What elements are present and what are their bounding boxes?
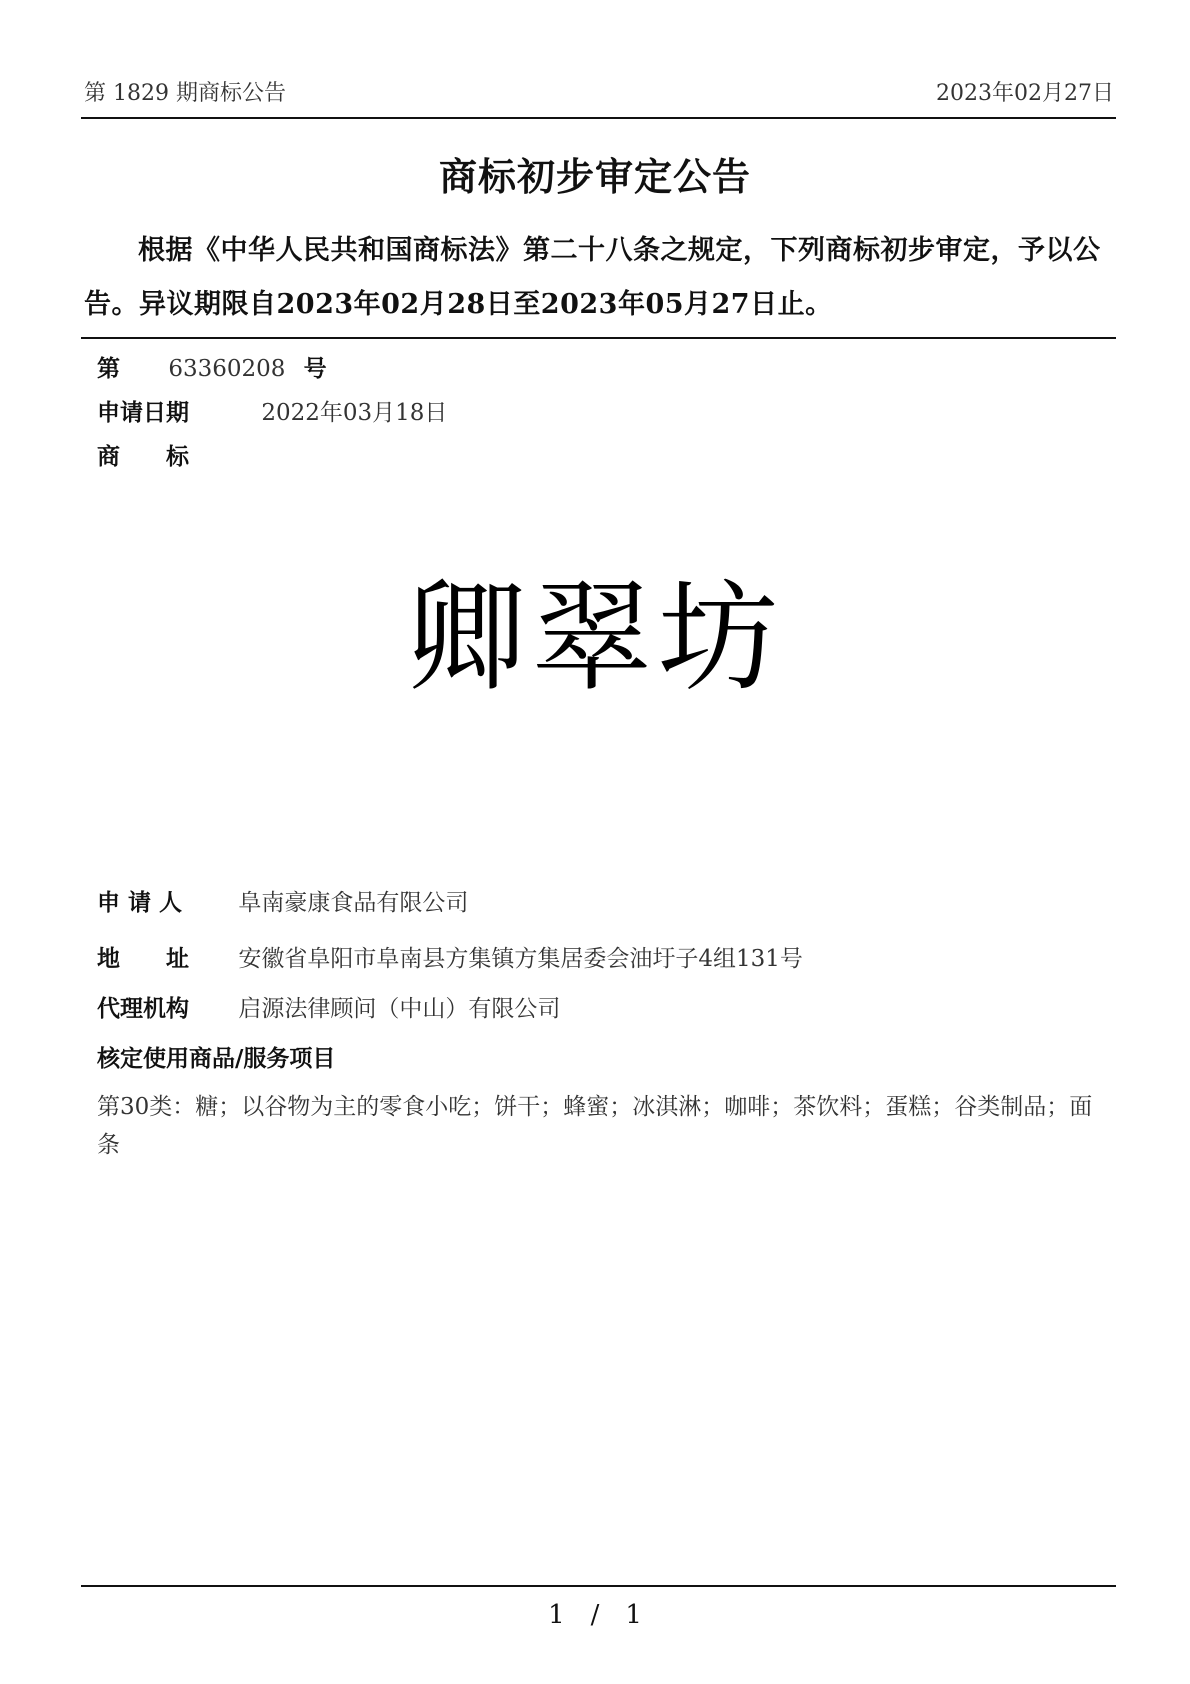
trademark-image: 卿翠坊 <box>406 569 784 708</box>
applicant-row <box>97 884 468 917</box>
footer-rule <box>81 1585 1116 1587</box>
registration-number-row <box>97 350 327 383</box>
page-header <box>84 76 1114 110</box>
page-title: 商标初步审定公告 <box>438 154 751 199</box>
goods-heading: 核定使用商品/服务项目 <box>97 1045 336 1072</box>
mark-label-row <box>97 438 189 471</box>
address-value: 安徽省阜阳市阜南县方集镇方集居委会油圩子4组131号 <box>238 946 803 972</box>
application-date-row <box>97 394 447 427</box>
address-row <box>97 940 803 973</box>
agent-row <box>97 990 560 1023</box>
agent-label: 代理机构 <box>97 995 189 1022</box>
application-date: 2022年03月18日 <box>261 400 448 426</box>
section-rule <box>81 337 1116 339</box>
applicant-label: 申 请 人 <box>97 889 183 916</box>
goods-list: 第30类：糖；以谷物为主的零食小吃；饼干；蜂蜜；冰淇淋；咖啡；茶饮料；蛋糕；谷类制品；面条 <box>97 1094 1093 1158</box>
issue-number: 第 1829 期商标公告 <box>84 81 286 106</box>
intro-paragraph: 根据《中华人民共和国商标法》第二十八条之规定，下列商标初步审定，予以公告。异议期限自2023年02月28日至2023年05月27日止。 <box>84 235 1101 320</box>
goods-heading-row <box>97 1040 335 1073</box>
mark-label: 商 标 <box>97 443 189 470</box>
header-date: 2023年02月27日 <box>936 81 1114 106</box>
number-label-pre: 第 <box>97 355 120 382</box>
agent-name: 启源法律顾问（中山）有限公司 <box>238 996 561 1022</box>
number-label-post: 号 <box>303 355 327 382</box>
address-label: 地 址 <box>97 945 189 972</box>
application-date-label: 申请日期 <box>97 399 189 426</box>
applicant-name: 阜南豪康食品有限公司 <box>238 890 469 916</box>
page-number: 1 / 1 <box>548 1600 642 1630</box>
header-rule <box>81 117 1116 119</box>
registration-number: 63360208 <box>168 356 286 382</box>
